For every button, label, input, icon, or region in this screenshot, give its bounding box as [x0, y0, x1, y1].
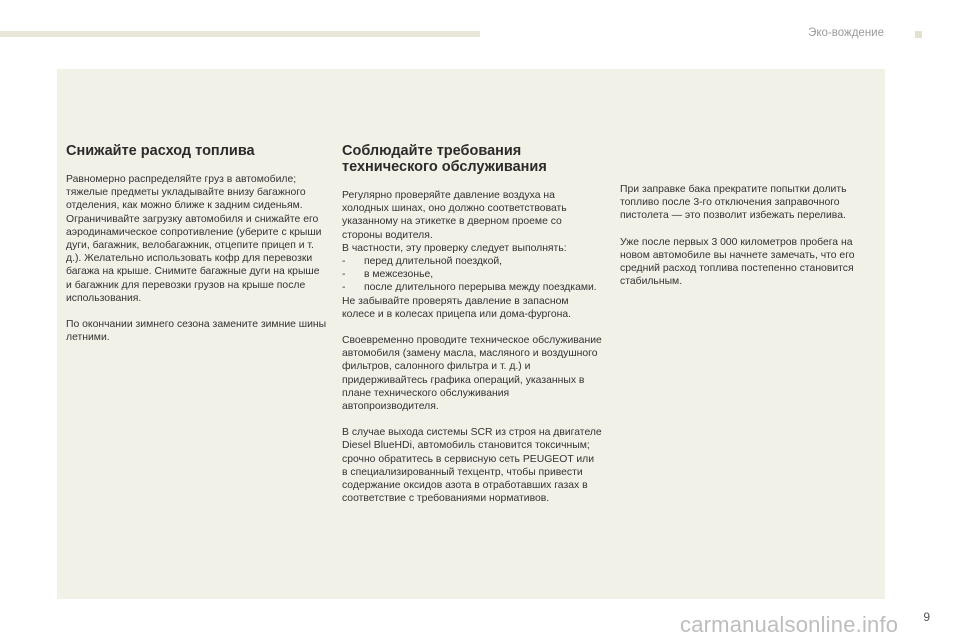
- header-rule: [0, 31, 480, 37]
- column-left: [66, 143, 328, 357]
- paragraph-spare-wheel: Не забывайте проверять давление в запасном колесе и в колесах прицепа или дома-фургона.: [342, 295, 572, 320]
- page-number: 9: [923, 610, 930, 624]
- paragraph-load-distribution: Равномерно распределяйте груз в автомобиле; тяжелые предметы укладывайте внизу багажного отделения, как можно ближе к задним сиденьям. Ограничивайте загрузку автомобиля и снижайте его аэродинамическое сопротивление (уберите с крыши дуги, багажник, велобагажник, отцепите прицеп и т. д.). Желательно использовать кофр для перевозки багажа на крыше. Снимите багажные дуги на крыше и багажник для перевозки грузов на крыше после использования.: [66, 174, 322, 304]
- column-right: [620, 183, 875, 301]
- heading-maintenance: Соблюдайте требования технического обслуживания: [342, 143, 547, 175]
- section-title: Эко-вождение: [808, 27, 884, 39]
- heading-fuel-consumption: Снижайте расход топлива: [66, 143, 255, 159]
- paragraph-winter-tyres: По окончании зимнего сезона замените зимние шины летними.: [66, 319, 327, 344]
- paragraph-check-when: В частности, эту проверку следует выполнять:: [342, 242, 567, 254]
- header-marker: [915, 31, 922, 38]
- paragraph-tyre-pressure: Регулярно проверяйте давление воздуха на холодных шинах, оно должно соответствовать указанному на этикетке в дверном проеме со стороны водителя.: [342, 190, 567, 241]
- paragraph-break-in: Уже после первых 3 000 километров пробега на новом автомобиле вы начнете замечать, что его средний расход топлива постепенно становится стабильным.: [620, 236, 855, 288]
- paragraph-service-schedule: Своевременно проводите техническое обслуживание автомобиля (замену масла, масляного и воздушного фильтров, салонного фильтра и т. д.) и придерживайтесь графика операций, указанных в плане технического обслуживания автопроизводителя.: [342, 335, 602, 413]
- watermark-logo: carmanualsonline.info: [680, 612, 899, 637]
- paragraph-scr-failure: В случае выхода системы SCR из строя на двигателе Diesel BlueHDi, автомобиль становится токсичным; срочно обратитесь в сервисную сеть PEUGEOT или в специализированный техцентр, чтобы привести содержание оксидов азота в отработавших газах в соответствие с требованиями нормативов.: [342, 427, 602, 505]
- paragraph-refuelling: При заправке бака прекратите попытки долить топливо после 3-го отключения заправочного пистолета — это позволит избежать перелива.: [620, 184, 847, 222]
- content-panel: [57, 69, 885, 599]
- list-item: - перед длительной поездкой,: [342, 255, 602, 268]
- check-list: [342, 255, 602, 295]
- list-item: - в межсезонье,: [342, 268, 602, 281]
- column-middle: [342, 143, 602, 518]
- list-item: - после длительного перерыва между поездками.: [342, 281, 602, 294]
